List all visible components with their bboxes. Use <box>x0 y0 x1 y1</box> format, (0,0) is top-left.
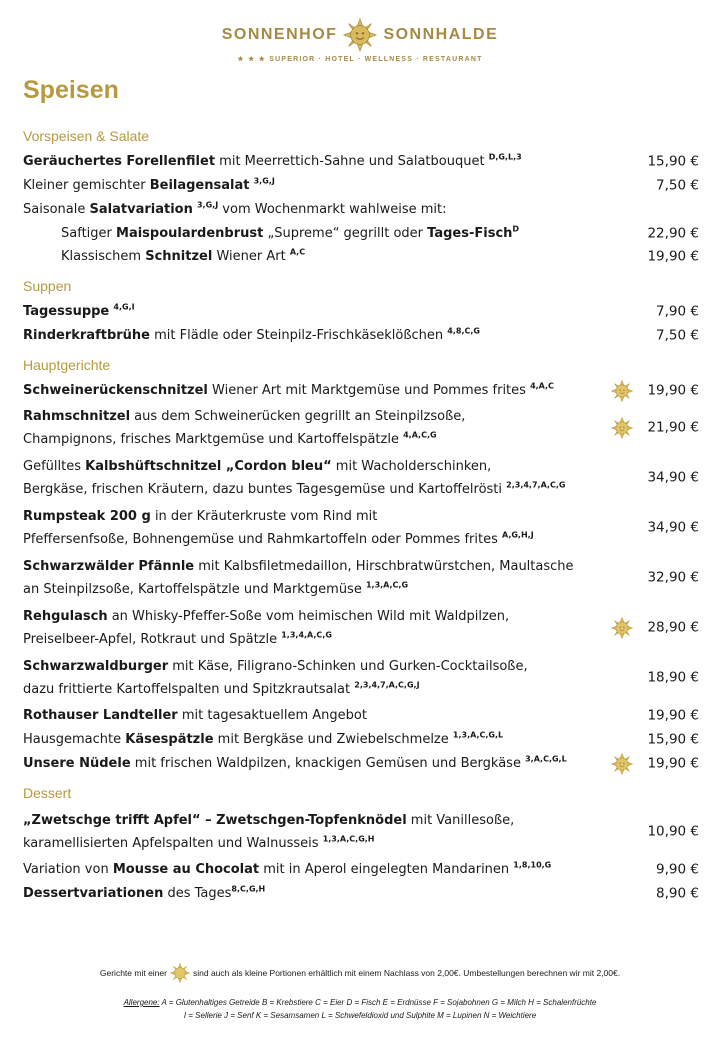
item-allergens: D <box>512 224 520 234</box>
item-price: 18,90 € <box>647 669 699 686</box>
item-prefix: Klassischem <box>61 249 146 264</box>
menu-item <box>23 728 699 751</box>
item-allergens: 2,3,4,7,A,C,G <box>506 480 566 490</box>
item-name: Rehgulasch <box>23 609 108 624</box>
sun-icon <box>611 753 633 775</box>
item-prefix: Saisonale <box>23 202 90 217</box>
item-text <box>23 728 699 751</box>
item-name: Dessertvariationen <box>23 886 164 901</box>
item-name: Rothauser Landteller <box>23 708 178 723</box>
sun-icon <box>611 417 633 439</box>
item-price: 7,50 € <box>656 327 699 343</box>
menu-item <box>23 504 699 552</box>
menu-item <box>23 324 699 347</box>
item-prefix: Kleiner gemischter <box>23 178 150 193</box>
item-name: Schwarzwaldburger <box>23 659 169 674</box>
item-price: 34,90 € <box>647 519 699 536</box>
menu-section <box>23 781 699 905</box>
item-allergens: 1,3,4,A,C,G <box>281 630 332 640</box>
item-text <box>23 198 699 221</box>
sun-face-logo-icon <box>343 18 377 52</box>
item-allergens: 4,8,C,G <box>447 326 480 336</box>
item-description: aus dem Schweinerücken gegrillt an Steinpilzsoße, <box>130 409 466 424</box>
item-name: Geräuchertes Forellenfilet <box>23 154 216 169</box>
item-price: 28,90 € <box>647 619 699 636</box>
item-prefix: Variation von <box>23 862 113 877</box>
item-allergens: A,C <box>289 247 306 257</box>
item-name: Rinderkraftbrühe <box>23 328 150 343</box>
item-description-line2: dazu frittierte Kartoffelspalten und Spitzkrautsalat <box>23 682 355 697</box>
menu <box>23 120 699 906</box>
allergen-list-2: I = Sellerie J = Senf K = Sesamsamen L = Schwefeldioxid und Sulphite M = Lupinen N = Weichtiere <box>183 1011 537 1020</box>
menu-section <box>23 353 699 775</box>
item-description: „Supreme“ gegrillt oder <box>263 226 428 241</box>
item-text <box>23 150 699 173</box>
item-description-line2: an Steinpilzsoße, Kartoffelspätzle und Marktgemüse <box>23 582 366 597</box>
item-text <box>23 455 699 501</box>
item-text <box>23 379 699 402</box>
menu-section <box>23 274 699 347</box>
item-price: 7,50 € <box>656 177 699 193</box>
allergen-list-1: A = Glutenhaltiges Getreide B = Krebstiere C = Eier D = Fisch E = Erdnüsse F = Sojabohnen G = Milch H = Schalenfrüchte <box>161 998 597 1007</box>
page-title: Speisen <box>23 76 119 104</box>
item-price: 21,90 € <box>647 419 699 436</box>
sun-icon <box>611 380 633 402</box>
sun-icon <box>611 617 633 639</box>
brand-row <box>0 18 720 52</box>
menu-item <box>23 654 699 702</box>
item-description: mit Flädle oder Steinpilz-Frischkäseklößchen <box>150 328 448 343</box>
small-portion-note <box>0 963 720 983</box>
item-description: an Whisky-Pfeffer-Soße vom heimischen Wild mit Waldpilzen, <box>107 609 510 624</box>
item-prefix: Hausgemachte <box>23 732 126 747</box>
item-price: 15,90 € <box>647 153 699 169</box>
item-allergens: D,G,L,3 <box>488 152 522 162</box>
item-text <box>23 405 699 451</box>
item-allergens: 1,8,10,G <box>513 860 552 870</box>
item-allergens: 4,A,C <box>530 381 554 391</box>
item-name: Schwarzwälder Pfännle <box>23 559 195 574</box>
item-price: 19,90 € <box>647 707 699 723</box>
item-price: 34,90 € <box>647 469 699 486</box>
menu-item <box>23 198 699 221</box>
item-text <box>23 505 699 551</box>
item-name: Tagessuppe <box>23 304 110 319</box>
item-description-line2: Champignons, frisches Marktgemüse und Kartoffelspätzle <box>23 432 404 447</box>
menu-item <box>23 454 699 502</box>
item-text <box>23 222 699 245</box>
menu-item <box>23 404 699 452</box>
item-text <box>23 300 699 323</box>
item-allergens: 4,A,C,G <box>403 430 437 440</box>
item-text <box>23 174 699 197</box>
item-name: Mousse au Chocolat <box>112 862 260 877</box>
item-suffix: vom Wochenmarkt wahlweise mit: <box>218 202 447 217</box>
item-price: 19,90 € <box>647 248 699 264</box>
menu-item <box>23 150 699 173</box>
item-name: Beilagensalat <box>149 178 250 193</box>
item-text <box>23 555 699 601</box>
item-name: Salatvariation <box>89 202 193 217</box>
item-description: mit frischen Waldpilzen, knackigen Gemüsen und Bergkäse <box>130 756 526 771</box>
item-price: 7,90 € <box>656 303 699 319</box>
item-allergens: 3,A,C,G,L <box>525 754 567 764</box>
menu-item <box>23 174 699 197</box>
item-allergens: 3,G,J <box>253 176 275 186</box>
item-name: Rumpsteak 200 g <box>23 509 151 524</box>
item-text <box>23 752 699 775</box>
item-price: 32,90 € <box>647 569 699 586</box>
item-description-line2: Preiselbeer-Apfel, Rotkraut und Spätzle <box>23 632 282 647</box>
item-allergens: 4,G,I <box>113 302 135 312</box>
brand-right: SONNHALDE <box>383 26 499 43</box>
menu-item <box>23 882 699 905</box>
menu-item <box>23 222 699 245</box>
item-description: in der Kräuterkruste vom Rind mit <box>150 509 378 524</box>
allergen-label: Allergene: <box>123 998 160 1007</box>
item-prefix: Gefülltes <box>23 459 86 474</box>
item-allergens: A,G,H,J <box>501 530 534 540</box>
item-price: 22,90 € <box>647 225 699 241</box>
item-description: mit Kalbsfiletmedaillon, Hirschbratwürstchen, Maultasche <box>194 559 574 574</box>
item-description: mit Vanillesoße, <box>406 813 515 828</box>
item-description: mit Käse, Filigrano-Schinken und Gurken-Cocktailsoße, <box>168 659 528 674</box>
item-text <box>23 605 699 651</box>
item-name: Schweinerückenschnitzel <box>23 383 208 398</box>
item-text <box>23 655 699 701</box>
menu-item <box>23 604 699 652</box>
section-title: Vorspeisen & Salate <box>23 128 150 144</box>
item-price: 10,90 € <box>647 823 699 840</box>
allergen-legend <box>0 996 720 1022</box>
item-text <box>23 882 699 905</box>
item-description: mit Bergkäse und Zwiebelschmelze <box>213 732 453 747</box>
note-pre: Gerichte mit einer <box>99 968 167 978</box>
header <box>0 18 720 63</box>
item-text <box>23 704 699 727</box>
item-name: Rahmschnitzel <box>23 409 131 424</box>
item-text <box>23 245 699 268</box>
item-description: mit Meerrettich-Sahne und Salatbouquet <box>215 154 489 169</box>
item-text <box>23 324 699 347</box>
item-description: mit in Aperol eingelegten Mandarinen <box>259 862 514 877</box>
section-title: Dessert <box>23 785 72 801</box>
menu-item <box>23 379 699 402</box>
item-name-secondary: Tages-Fisch <box>427 226 513 241</box>
item-allergens: 2,3,4,7,A,C,G,J <box>354 680 420 690</box>
item-name: Kalbshüftschnitzel „Cordon bleu“ <box>85 459 332 474</box>
item-name: Schnitzel <box>145 249 213 264</box>
brand-subtitle: ★ ★ ★ SUPERIOR · HOTEL · WELLNESS · RESTAURANT <box>237 56 483 63</box>
item-description: des Tages <box>163 886 232 901</box>
item-description: mit Wacholderschinken, <box>331 459 492 474</box>
menu-item <box>23 245 699 268</box>
item-price: 8,90 € <box>656 885 699 901</box>
menu-section <box>23 124 699 268</box>
item-name: Maispoulardenbrust <box>116 226 264 241</box>
section-title: Hauptgerichte <box>23 357 111 373</box>
note-post: sind auch als kleine Portionen erhältlich mit einem Nachlass von 2,00€. Umbestellungen berechnen wir mit 2,00€. <box>192 968 621 978</box>
item-text <box>23 809 699 855</box>
item-prefix: Saftiger <box>61 226 117 241</box>
brand-left: SONNENHOF <box>221 26 338 43</box>
menu-item <box>23 808 699 856</box>
item-description: Wiener Art <box>212 249 290 264</box>
item-allergens: 1,3,A,C,G <box>365 580 409 590</box>
sun-icon <box>170 963 190 983</box>
item-name: Käsespätzle <box>125 732 214 747</box>
menu-item <box>23 554 699 602</box>
item-allergens: 3,G,J <box>196 200 219 210</box>
menu-item <box>23 704 699 727</box>
item-allergens: 1,3,A,C,G,H <box>322 834 375 844</box>
section-title: Suppen <box>23 278 72 294</box>
item-price: 9,90 € <box>656 861 699 877</box>
item-description: mit tagesaktuellem Angebot <box>177 708 367 723</box>
allergen-line-1 <box>0 996 720 1009</box>
item-allergens: 1,3,A,C,G,L <box>452 730 504 740</box>
item-price: 19,90 € <box>647 382 699 398</box>
item-description-line2: karamellisierten Apfelspalten und Walnusseis <box>23 836 323 851</box>
item-name: Unsere Nüdele <box>23 756 131 771</box>
menu-item <box>23 300 699 323</box>
item-allergens: 8,C,G,H <box>231 884 266 894</box>
item-price: 15,90 € <box>647 731 699 747</box>
menu-item <box>23 752 699 775</box>
item-description: Wiener Art mit Marktgemüse und Pommes frites <box>207 383 531 398</box>
menu-item <box>23 858 699 881</box>
item-description-line2: Pfeffersenfsoße, Bohnengemüse und Rahmkartoffeln oder Pommes frites <box>23 532 502 547</box>
item-description-line2: Bergkäse, frischen Kräutern, dazu buntes Tagesgemüse und Kartoffelrösti <box>23 482 507 497</box>
item-price: 19,90 € <box>647 755 699 771</box>
item-name: „Zwetschge trifft Apfel“ – Zwetschgen-Topfenknödel <box>23 813 407 828</box>
item-text <box>23 858 699 881</box>
